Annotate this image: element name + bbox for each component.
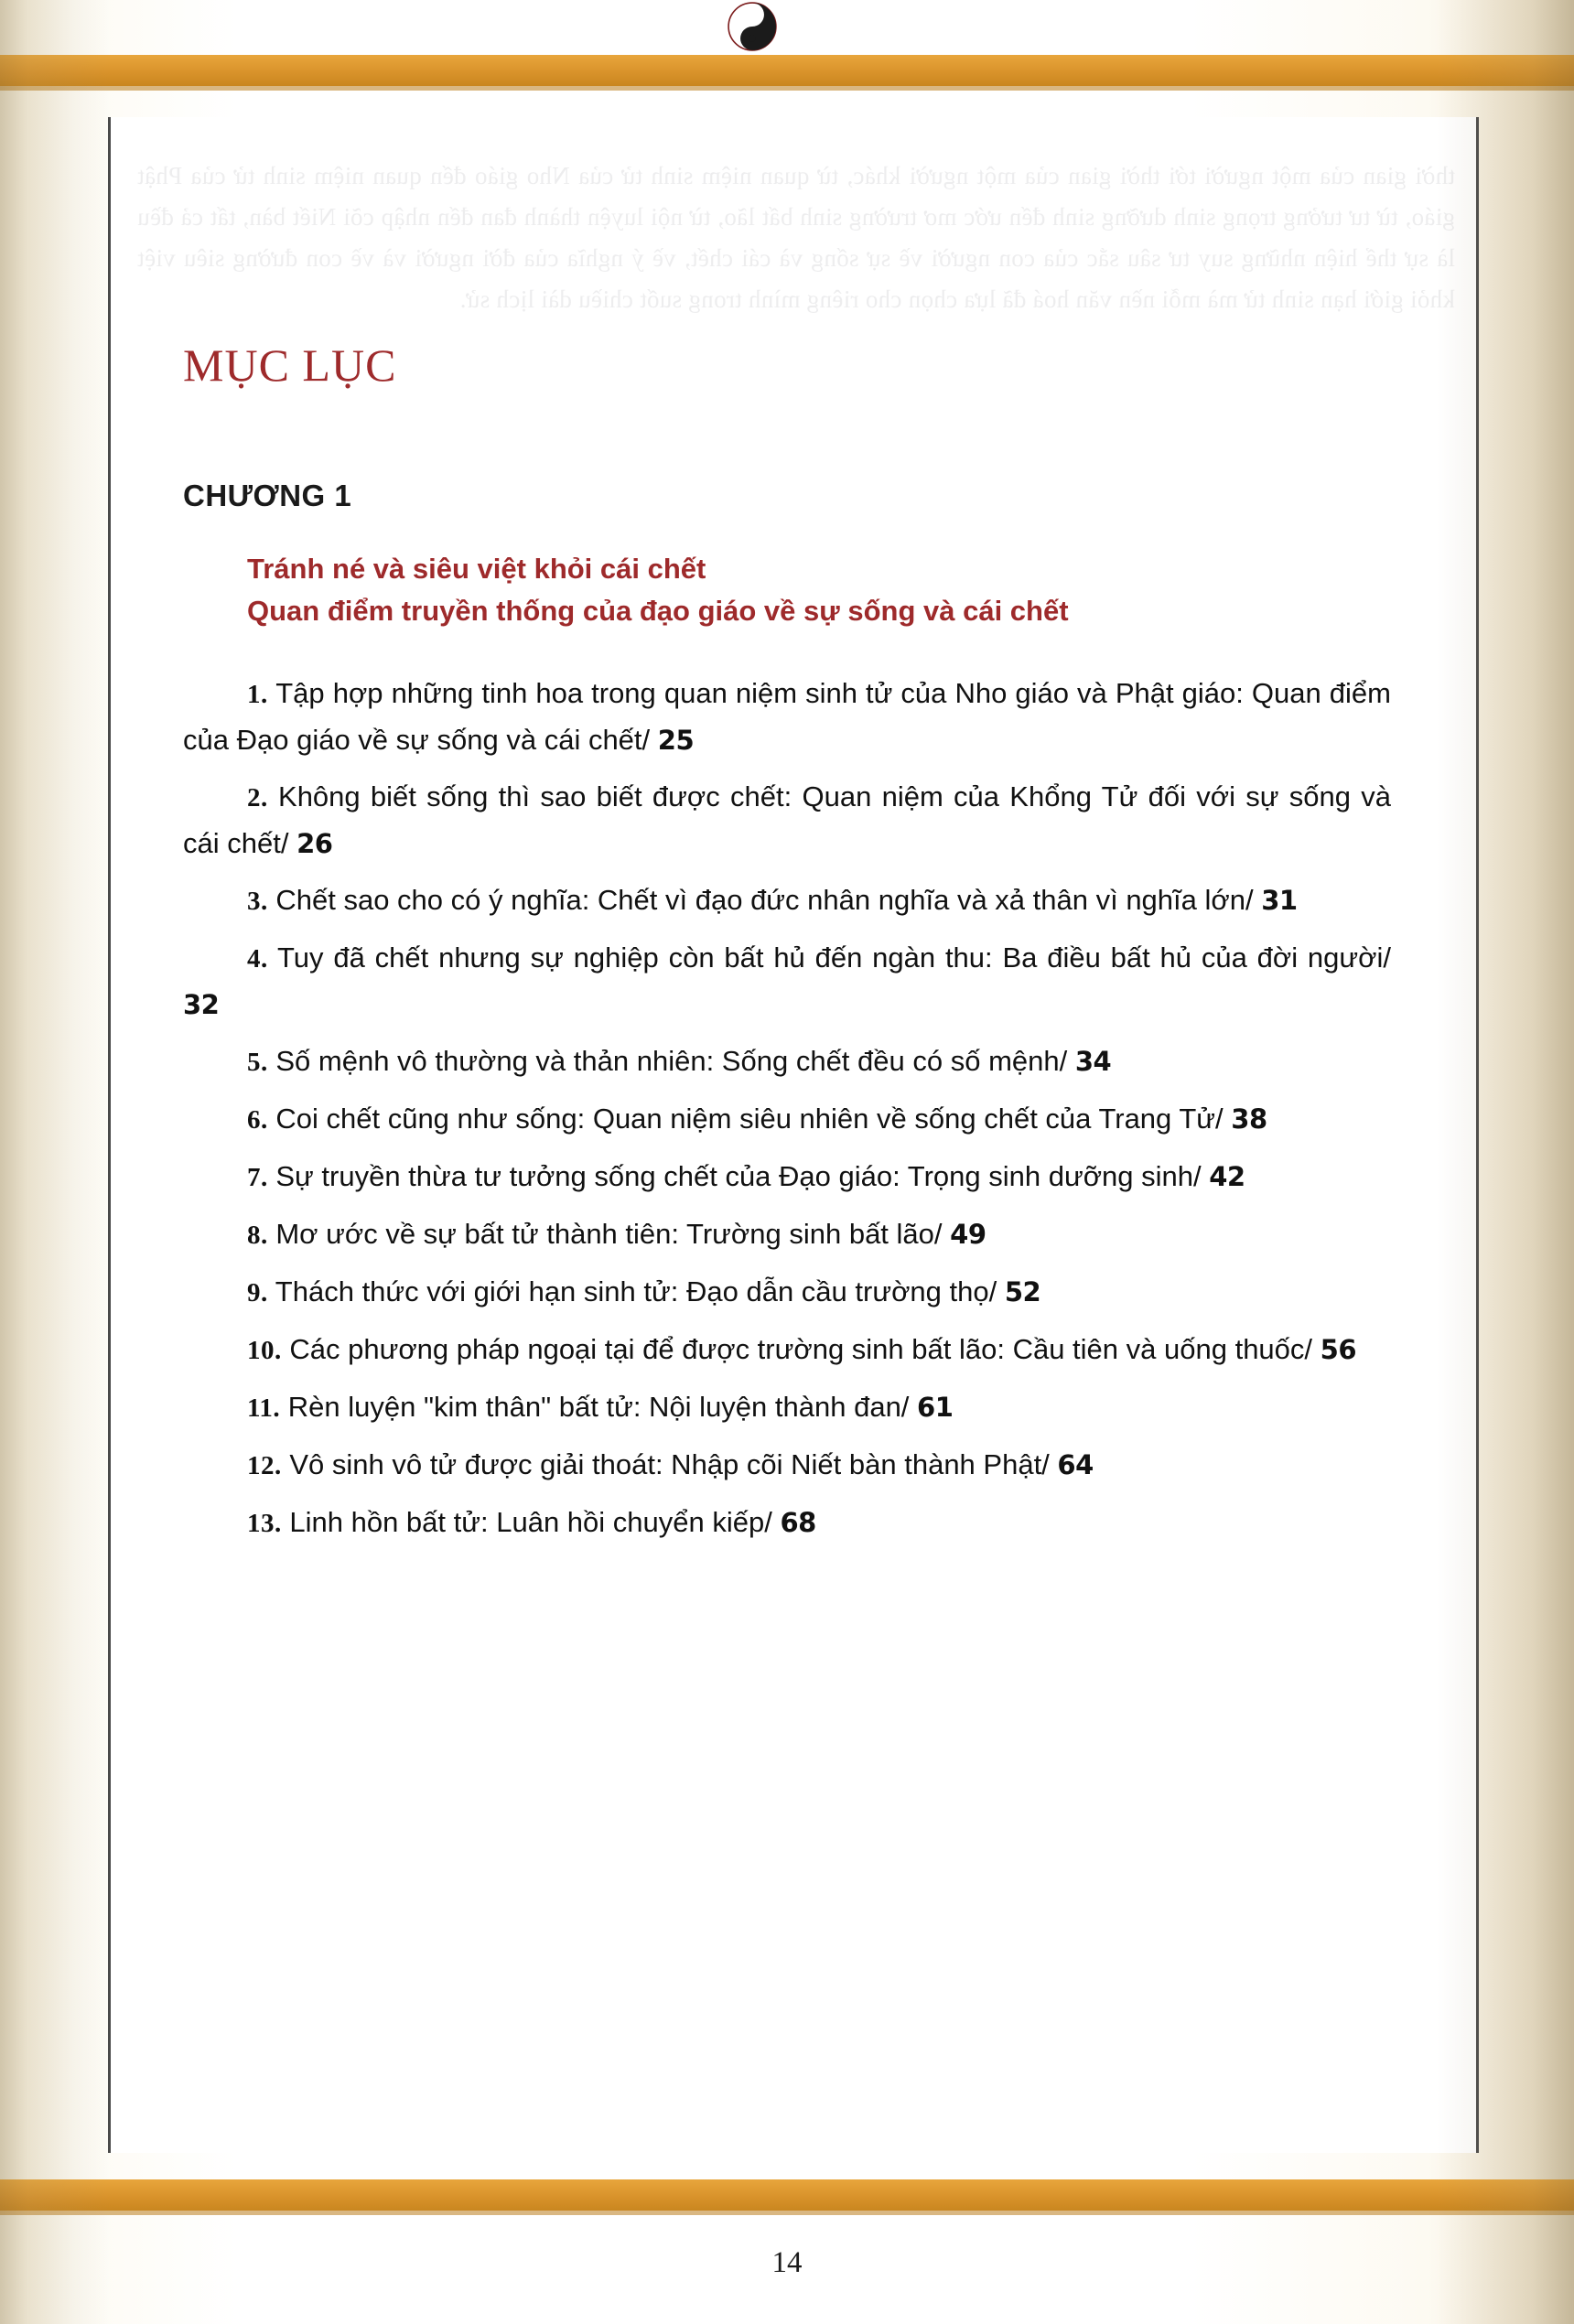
toc-entry-page: 34 bbox=[1074, 1046, 1112, 1077]
toc-entry-number: 4. bbox=[247, 944, 268, 974]
toc-entry-number: 2. bbox=[247, 783, 268, 812]
page-number: 14 bbox=[771, 2246, 803, 2279]
toc-entry-title: Các phương pháp ngoại tại để được trường sinh bất lão: Cầu tiên và uống thuốc/ bbox=[281, 1333, 1321, 1365]
toc-entry-page: 49 bbox=[950, 1219, 986, 1250]
toc-entry-page: 61 bbox=[917, 1392, 954, 1423]
toc-entry[interactable] bbox=[183, 1500, 1391, 1546]
toc-entry-number: 11. bbox=[247, 1393, 281, 1423]
toc-entry[interactable] bbox=[183, 935, 1391, 1028]
toc-entry-list bbox=[183, 671, 1391, 1546]
toc-entry-page: 52 bbox=[1004, 1276, 1041, 1307]
toc-entry-title: Linh hồn bất tử: Luân hồi chuyển kiếp/ bbox=[281, 1506, 781, 1538]
decorative-band-bottom-edge bbox=[0, 2211, 1574, 2215]
toc-entry-page: 32 bbox=[183, 989, 220, 1020]
chapter-subtitle bbox=[247, 548, 1391, 632]
toc-entry-page: 31 bbox=[1261, 885, 1298, 916]
toc-entry[interactable] bbox=[183, 1154, 1391, 1200]
toc-entry-page: 25 bbox=[657, 725, 695, 756]
toc-entry-title: Tập hợp những tinh hoa trong quan niệm sinh tử của Nho giáo và Phật giáo: Quan điểm của Đạo giáo về sự sống và cái chết/ bbox=[183, 677, 1391, 756]
decorative-band-top-edge bbox=[0, 86, 1574, 91]
toc-entry-page: 56 bbox=[1320, 1334, 1356, 1365]
toc-entry[interactable] bbox=[183, 1384, 1391, 1431]
toc-entry[interactable] bbox=[183, 1269, 1391, 1316]
toc-entry-page: 64 bbox=[1057, 1449, 1094, 1480]
toc-entry-page: 42 bbox=[1209, 1161, 1245, 1192]
toc-entry-number: 8. bbox=[247, 1221, 268, 1250]
toc-entry[interactable] bbox=[183, 774, 1391, 866]
toc-entry-title: Sự truyền thừa tư tưởng sống chết của Đạo giáo: Trọng sinh dưỡng sinh/ bbox=[267, 1160, 1210, 1192]
toc-entry-title: Rèn luyện "kim thân" bất tử: Nội luyện thành đan/ bbox=[280, 1391, 918, 1423]
toc-entry-title: Vô sinh vô tử được giải thoát: Nhập cõi Niết bàn thành Phật/ bbox=[281, 1448, 1058, 1480]
toc-entry-title: Chết sao cho có ý nghĩa: Chết vì đạo đức nhân nghĩa và xả thân vì nghĩa lớn/ bbox=[267, 884, 1262, 916]
toc-entry-page: 38 bbox=[1231, 1103, 1267, 1135]
toc-entry-title: Thách thức với giới hạn sinh tử: Đạo dẫn cầu trường thọ/ bbox=[267, 1275, 1005, 1307]
toc-entry[interactable] bbox=[183, 1038, 1391, 1085]
toc-entry-title: Coi chết cũng như sống: Quan niệm siêu nhiên về sống chết của Trang Tử/ bbox=[267, 1103, 1232, 1135]
decorative-band-bottom bbox=[0, 2179, 1574, 2211]
toc-entry[interactable] bbox=[183, 877, 1391, 924]
toc-entry-number: 1. bbox=[247, 680, 268, 709]
toc-entry[interactable] bbox=[183, 1096, 1391, 1143]
toc-entry[interactable] bbox=[183, 1327, 1391, 1373]
toc-entry-title: Mơ ước về sự bất tử thành tiên: Trường sinh bất lão/ bbox=[267, 1218, 951, 1250]
toc-entry-title: Số mệnh vô thường và thản nhiên: Sống chết đều có số mệnh/ bbox=[267, 1045, 1075, 1077]
toc-entry-page: 26 bbox=[296, 828, 333, 859]
toc-entry-number: 3. bbox=[247, 887, 268, 916]
toc-entry-number: 12. bbox=[247, 1451, 282, 1480]
toc-entry-number: 13. bbox=[247, 1509, 282, 1538]
toc-entry-title: Tuy đã chết nhưng sự nghiệp còn bất hủ đến ngàn thu: Ba điều bất hủ của đời người/ bbox=[267, 941, 1391, 974]
yin-yang-icon bbox=[728, 2, 777, 51]
chapter-label: CHƯƠNG 1 bbox=[183, 479, 352, 512]
toc-entry-number: 9. bbox=[247, 1278, 268, 1307]
toc-entry-number: 6. bbox=[247, 1105, 268, 1135]
toc-entry-title: Không biết sống thì sao biết được chết: Quan niệm của Khổng Tử đối với sự sống và cái chết/ bbox=[183, 780, 1391, 859]
toc-entry-number: 10. bbox=[247, 1336, 282, 1365]
toc-entry-number: 5. bbox=[247, 1048, 268, 1077]
page-title: MỤC LỤC bbox=[183, 339, 397, 391]
chapter-subtitle-line-2: Quan điểm truyền thống của đạo giáo về sự sống và cái chết bbox=[247, 595, 1069, 627]
toc-entry-page: 68 bbox=[780, 1507, 816, 1538]
toc-entry[interactable] bbox=[183, 671, 1391, 763]
toc-entry[interactable] bbox=[183, 1211, 1391, 1258]
chapter-subtitle-line-1: Tránh né và siêu việt khỏi cái chết bbox=[247, 553, 706, 585]
decorative-band-top bbox=[0, 55, 1574, 86]
table-of-contents bbox=[183, 339, 1391, 1557]
toc-entry-number: 7. bbox=[247, 1163, 268, 1192]
toc-entry[interactable] bbox=[183, 1442, 1391, 1489]
